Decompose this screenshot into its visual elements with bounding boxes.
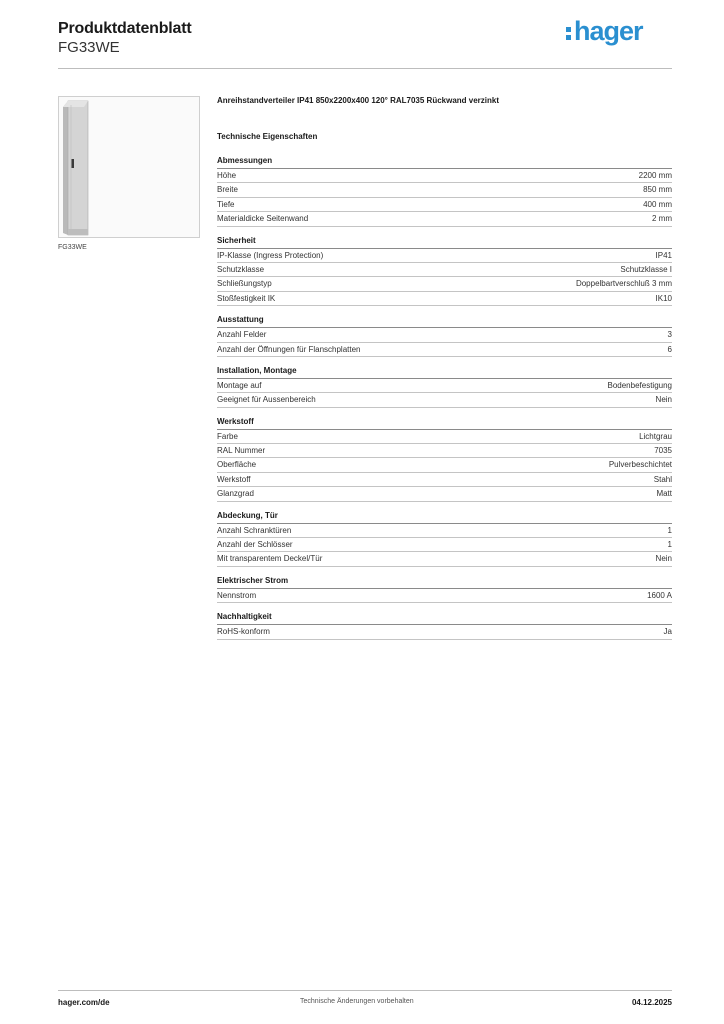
page-title: Produktdatenblatt (58, 20, 192, 37)
spec-row (217, 379, 672, 393)
section-title: Ausstattung (217, 315, 672, 328)
spec-value: 2 mm (652, 214, 672, 224)
spec-section (217, 576, 672, 603)
spec-label: Tiefe (217, 199, 235, 209)
spec-value: 7035 (654, 446, 672, 456)
spec-section (217, 315, 672, 357)
product-description: Anreihstandverteiler IP41 850x2200x400 120° RAL7035 Rückwand verzinkt (217, 96, 500, 105)
spec-row (217, 212, 672, 226)
spec-row (217, 430, 672, 444)
section-title: Nachhaltigkeit (217, 612, 672, 625)
spec-label: Anzahl der Schlösser (217, 540, 293, 550)
spec-label: Anzahl Felder (217, 330, 267, 340)
hager-logo (566, 16, 643, 47)
spec-value: Ja (663, 627, 672, 637)
logo-dots-icon (566, 22, 572, 42)
spec-value: 850 mm (643, 185, 672, 195)
spec-label: Werkstoff (217, 474, 251, 484)
spec-label: Schutzklasse (217, 264, 265, 274)
section-title: Abdeckung, Tür (217, 511, 672, 524)
spec-row (217, 458, 672, 472)
footer-disclaimer: Technische Änderungen vorbehalten (300, 998, 414, 1005)
spec-label: Nennstrom (217, 590, 257, 600)
spec-row (217, 183, 672, 197)
spec-value: 2200 mm (638, 171, 672, 180)
spec-label: RoHS-konform (217, 627, 270, 637)
spec-value: 1 (667, 525, 672, 535)
spec-label: Montage auf (217, 380, 262, 390)
spec-row (217, 343, 672, 357)
spec-row (217, 552, 672, 566)
spec-row (217, 589, 672, 603)
spec-label: Mit transparentem Deckel/Tür (217, 554, 323, 564)
spec-row (217, 198, 672, 212)
footer-divider (58, 990, 672, 991)
spec-value: Lichtgrau (639, 431, 672, 441)
spec-section (217, 511, 672, 567)
spec-value: IP41 (655, 250, 672, 260)
spec-row (217, 292, 672, 306)
spec-label: Höhe (217, 171, 237, 180)
spec-label: Glanzgrad (217, 489, 254, 499)
spec-row (217, 277, 672, 291)
spec-value: 3 (667, 330, 672, 340)
spec-value: Nein (655, 554, 672, 564)
spec-row (217, 538, 672, 552)
spec-section (217, 236, 672, 307)
spec-value: 1 (667, 540, 672, 550)
spec-label: Breite (217, 185, 238, 195)
spec-row (217, 328, 672, 342)
spec-value: IK10 (655, 293, 672, 303)
spec-section (217, 612, 672, 639)
spec-value: Matt (656, 489, 672, 499)
logo-text: hager (574, 16, 643, 46)
section-title: Elektrischer Strom (217, 576, 672, 589)
spec-row (217, 473, 672, 487)
section-title: Abmessungen (217, 156, 672, 169)
spec-row (217, 444, 672, 458)
spec-value: Doppelbartverschluß 3 mm (575, 279, 672, 289)
footer-date: 04.12.2025 (631, 998, 672, 1007)
spec-label: Stoßfestigkeit IK (217, 293, 276, 303)
product-code: FG33WE (58, 39, 120, 56)
section-title: Werkstoff (217, 417, 672, 430)
spec-row (217, 487, 672, 501)
spec-section (217, 366, 672, 408)
spec-value: Bodenbefestigung (607, 380, 672, 390)
product-image (58, 96, 200, 238)
spec-content (217, 96, 672, 649)
spec-value: Schutzklasse I (620, 264, 672, 274)
spec-value: 400 mm (643, 199, 672, 209)
spec-section (217, 417, 672, 502)
spec-section (217, 156, 672, 227)
spec-row (217, 249, 672, 263)
tech-properties-heading: Technische Eigenschaften (217, 132, 318, 141)
image-caption: FG33WE (58, 244, 87, 251)
spec-label: RAL Nummer (217, 446, 266, 456)
spec-value: Pulverbeschichtet (608, 460, 672, 470)
spec-label: Materialdicke Seitenwand (217, 214, 309, 224)
spec-label: Schließungstyp (217, 279, 272, 289)
spec-label: Oberfläche (217, 460, 257, 470)
spec-label: Anzahl Schranktüren (217, 525, 292, 535)
section-title: Installation, Montage (217, 366, 672, 379)
spec-sections (217, 156, 672, 640)
spec-value: Stahl (653, 474, 672, 484)
footer-website: hager.com/de (58, 998, 110, 1007)
cabinet-image-icon (59, 97, 199, 237)
spec-row (217, 625, 672, 639)
section-title: Sicherheit (217, 236, 672, 249)
spec-row (217, 169, 672, 183)
spec-row (217, 393, 672, 407)
spec-label: Anzahl der Öffnungen für Flanschplatten (217, 344, 361, 354)
spec-label: IP-Klasse (Ingress Protection) (217, 250, 324, 260)
spec-label: Geeignet für Aussenbereich (217, 395, 316, 405)
spec-value: 1600 A (647, 590, 672, 600)
spec-value: 6 (667, 344, 672, 354)
spec-label: Farbe (217, 431, 238, 441)
spec-value: Nein (655, 395, 672, 405)
spec-row (217, 263, 672, 277)
header-divider (58, 68, 672, 69)
spec-row (217, 524, 672, 538)
